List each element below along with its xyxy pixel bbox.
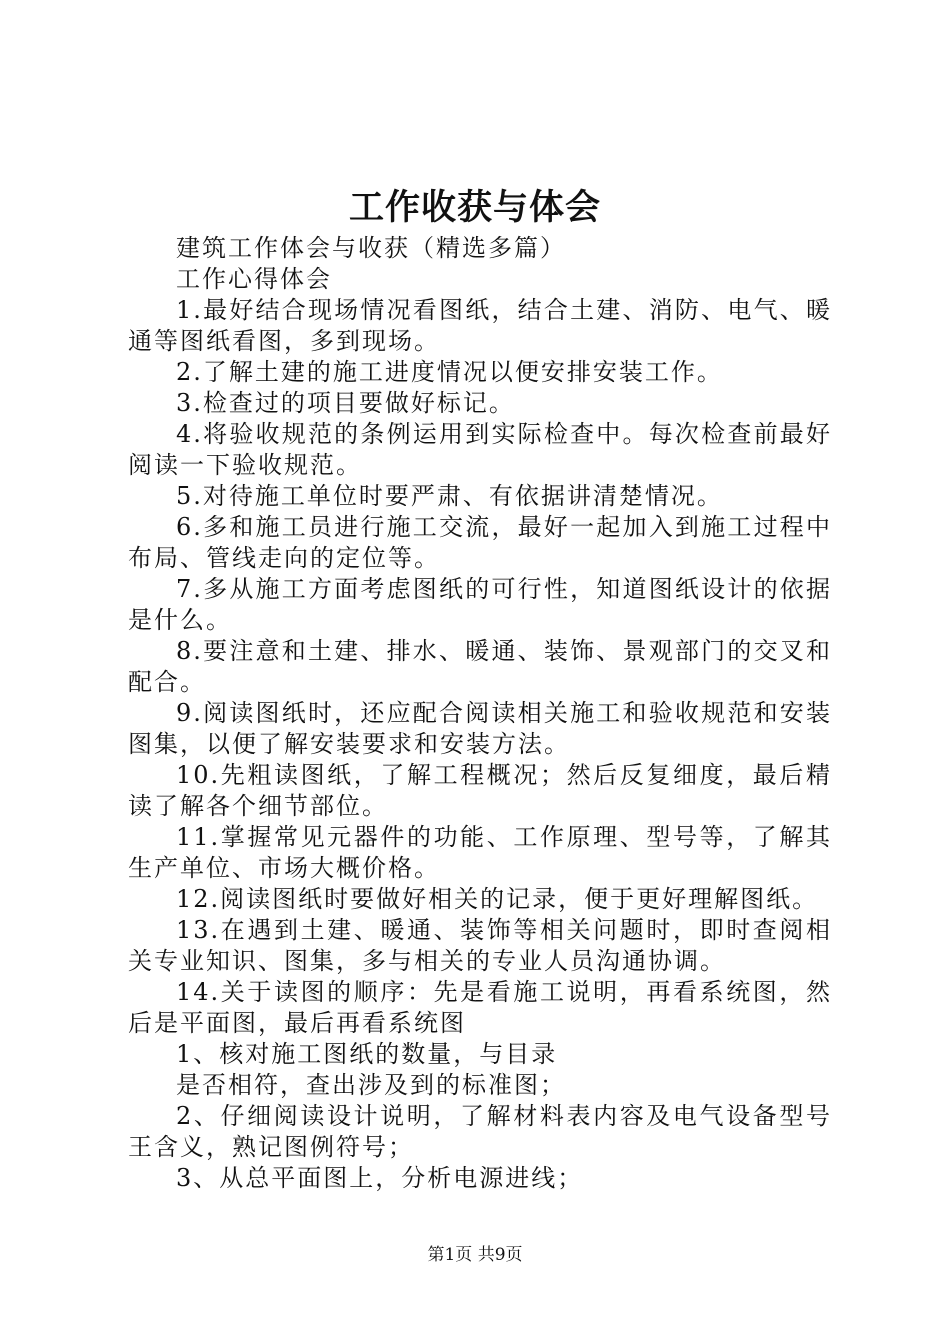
- paragraph: 14.关于读图的顺序：先是看施工说明，再看系统图，然后是平面图，最后再看系统图: [128, 978, 832, 1037]
- paragraph: 工作心得体会: [176, 265, 332, 293]
- paragraph: 10.先粗读图纸，了解工程概况；然后反复细度，最后精读了解各个细节部位。: [128, 761, 832, 820]
- paragraph: 12.阅读图纸时要做好相关的记录，便于更好理解图纸。: [176, 885, 819, 913]
- paragraph: 5.对待施工单位时要严肃、有依据讲清楚情况。: [176, 482, 723, 510]
- paragraph: 是否相符，查出涉及到的标准图；: [176, 1071, 566, 1099]
- paragraph: 3、从总平面图上，分析电源进线；: [176, 1164, 584, 1192]
- page-footer: 第1页 共9页: [427, 1245, 523, 1265]
- document-title: 工作收获与体会: [348, 187, 601, 228]
- paragraph: 3.检查过的项目要做好标记。: [176, 389, 515, 417]
- paragraph: 13.在遇到土建、暖通、装饰等相关问题时，即时查阅相关专业知识、图集，多与相关的专业人员沟通协调。: [128, 916, 832, 975]
- paragraph: 6.多和施工员进行施工交流，最好一起加入到施工过程中布局、管线走向的定位等。: [128, 513, 832, 572]
- paragraph: 2、仔细阅读设计说明，了解材料表内容及电气设备型号王含义，熟记图例符号；: [128, 1102, 832, 1161]
- paragraph: 1、核对施工图纸的数量，与目录: [176, 1040, 558, 1068]
- paragraph: 11.掌握常见元器件的功能、工作原理、型号等，了解其生产单位、市场大概价格。: [128, 823, 832, 882]
- paragraph: 8.要注意和土建、排水、暖通、装饰、景观部门的交叉和配合。: [128, 637, 832, 696]
- paragraph: 4.将验收规范的条例运用到实际检查中。每次检查前最好阅读一下验收规范。: [128, 420, 832, 479]
- paragraph: 2.了解土建的施工进度情况以便安排安装工作。: [176, 358, 723, 386]
- document-body: [128, 233, 832, 1194]
- paragraph: 7.多从施工方面考虑图纸的可行性，知道图纸设计的依据是什么。: [128, 575, 832, 634]
- paragraph: 1.最好结合现场情况看图纸，结合土建、消防、电气、暖通等图纸看图，多到现场。: [128, 296, 832, 355]
- paragraph: 9.阅读图纸时，还应配合阅读相关施工和验收规范和安装图集，以便了解安装要求和安装方法。: [128, 699, 832, 758]
- paragraph: 建筑工作体会与收获（精选多篇）: [176, 234, 566, 262]
